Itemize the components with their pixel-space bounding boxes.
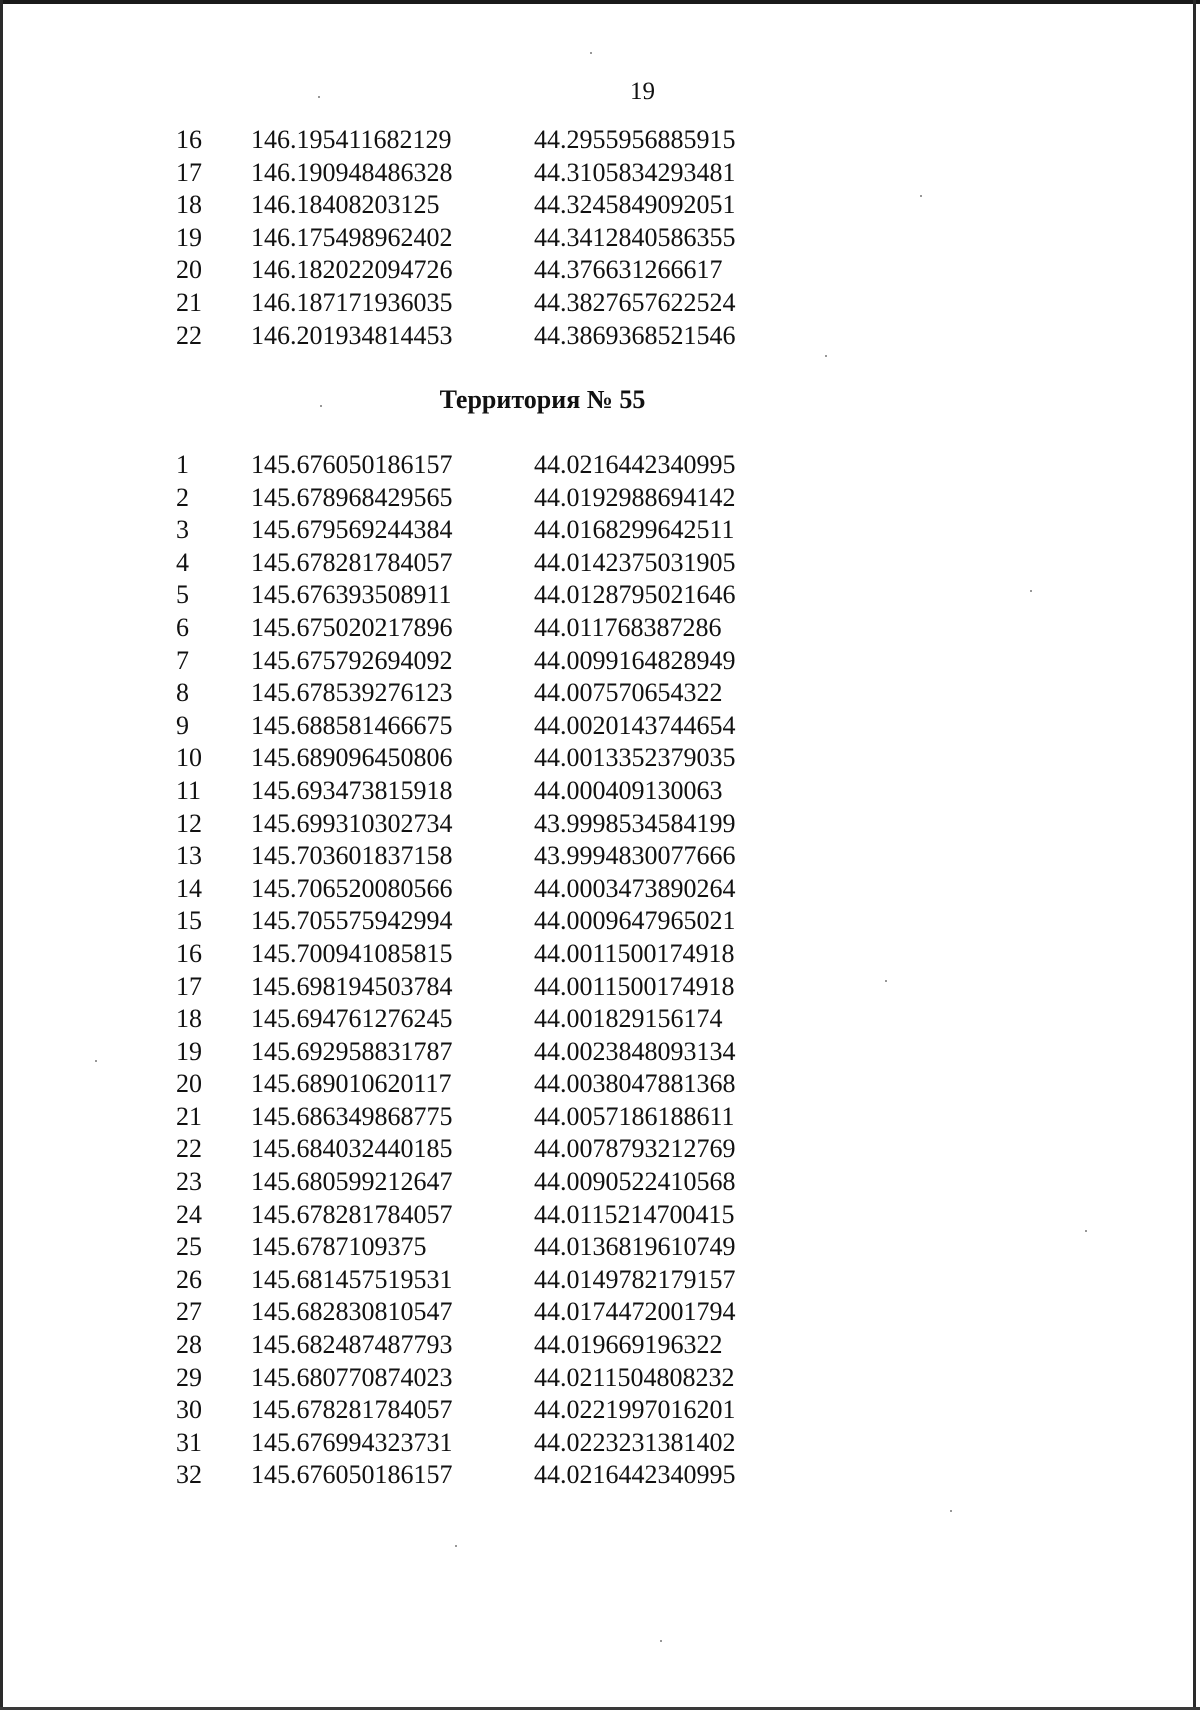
longitude-value: 145.700941085815: [251, 938, 453, 968]
page-number: 19: [630, 78, 655, 105]
latitude-value: 44.0142375031905: [534, 547, 736, 577]
longitude-value: 145.675020217896: [251, 612, 453, 642]
longitude-value: 145.676050186157: [251, 450, 453, 479]
scan-speck: [1030, 590, 1032, 592]
point-number: 18: [176, 1004, 202, 1034]
longitude-value: 145.676050186157: [251, 1460, 453, 1490]
table-row: [0, 320, 1200, 353]
latitude-value: 44.0216442340995: [534, 450, 736, 479]
latitude-value: 44.0168299642511: [534, 515, 735, 545]
latitude-value: 44.007570654322: [534, 678, 723, 708]
point-number: 12: [176, 808, 202, 838]
point-number: 8: [176, 678, 189, 708]
table-row: [0, 677, 1200, 710]
latitude-value: 44.2955956885915: [534, 125, 736, 154]
table-row: [0, 1427, 1200, 1460]
point-number: 29: [176, 1362, 202, 1392]
longitude-value: 145.682487487793: [251, 1330, 453, 1360]
table-row: [0, 1459, 1200, 1492]
scan-speck: [950, 1510, 952, 1512]
latitude-value: 44.0149782179157: [534, 1264, 736, 1294]
point-number: 10: [176, 743, 202, 773]
table-row: [0, 1166, 1200, 1199]
point-number: 31: [176, 1427, 202, 1457]
table-row: [0, 189, 1200, 222]
longitude-value: 145.694761276245: [251, 1004, 453, 1034]
point-number: 19: [176, 1036, 202, 1066]
table-row: [0, 1068, 1200, 1101]
latitude-value: 44.0038047881368: [534, 1069, 736, 1099]
point-number: 16: [176, 125, 202, 154]
longitude-value: 145.706520080566: [251, 873, 453, 903]
table-row: [0, 1362, 1200, 1395]
latitude-value: 44.3105834293481: [534, 157, 736, 187]
longitude-value: 146.201934814453: [251, 320, 453, 350]
table-row: [0, 1199, 1200, 1232]
latitude-value: 44.0115214700415: [534, 1199, 735, 1229]
longitude-value: 145.699310302734: [251, 808, 453, 838]
latitude-value: 44.0011500174918: [534, 971, 735, 1001]
table-row: [0, 287, 1200, 320]
scan-speck: [320, 405, 322, 407]
point-number: 1: [176, 450, 189, 479]
point-number: 15: [176, 906, 202, 936]
scan-speck: [920, 195, 922, 197]
table-row: [0, 840, 1200, 873]
longitude-value: 145.684032440185: [251, 1134, 453, 1164]
longitude-value: 145.676393508911: [251, 580, 452, 610]
latitude-value: 44.0011500174918: [534, 938, 735, 968]
point-number: 24: [176, 1199, 202, 1229]
latitude-value: 44.0216442340995: [534, 1460, 736, 1490]
point-number: 22: [176, 1134, 202, 1164]
coordinates-table-continued: [0, 124, 1200, 352]
table-row: [0, 547, 1200, 580]
latitude-value: 44.3869368521546: [534, 320, 736, 350]
table-row: [0, 612, 1200, 645]
point-number: 21: [176, 1101, 202, 1131]
table-row: [0, 808, 1200, 841]
longitude-value: 146.195411682129: [251, 125, 452, 154]
longitude-value: 145.703601837158: [251, 841, 453, 871]
point-number: 17: [176, 971, 202, 1001]
longitude-value: 146.182022094726: [251, 255, 453, 285]
latitude-value: 44.001829156174: [534, 1004, 723, 1034]
latitude-value: 44.376631266617: [534, 255, 723, 285]
latitude-value: 44.3827657622524: [534, 287, 736, 317]
table-row: [0, 1394, 1200, 1427]
table-row: [0, 482, 1200, 515]
longitude-value: 145.689096450806: [251, 743, 453, 773]
longitude-value: 145.693473815918: [251, 775, 453, 805]
point-number: 28: [176, 1330, 202, 1360]
table-row: [0, 1231, 1200, 1264]
table-row: [0, 938, 1200, 971]
longitude-value: 145.682830810547: [251, 1297, 453, 1327]
table-row: [0, 873, 1200, 906]
longitude-value: 145.678968429565: [251, 482, 453, 512]
point-number: 32: [176, 1460, 202, 1490]
point-number: 22: [176, 320, 202, 350]
longitude-value: 145.679569244384: [251, 515, 453, 545]
table-row: [0, 645, 1200, 678]
point-number: 16: [176, 938, 202, 968]
point-number: 19: [176, 222, 202, 252]
scan-speck: [885, 980, 887, 982]
latitude-value: 44.0090522410568: [534, 1167, 736, 1197]
coordinates-table-territory-55: [0, 449, 1200, 1492]
scan-speck: [590, 52, 592, 54]
longitude-value: 145.688581466675: [251, 710, 453, 740]
table-row: [0, 1036, 1200, 1069]
point-number: 9: [176, 710, 189, 740]
point-number: 27: [176, 1297, 202, 1327]
latitude-value: 44.0023848093134: [534, 1036, 736, 1066]
latitude-value: 44.0057186188611: [534, 1101, 735, 1131]
latitude-value: 44.011768387286: [534, 612, 722, 642]
point-number: 23: [176, 1167, 202, 1197]
longitude-value: 145.705575942994: [251, 906, 453, 936]
scan-border-top: [0, 0, 1200, 4]
table-row: [0, 579, 1200, 612]
table-row: [0, 775, 1200, 808]
table-row: [0, 449, 1200, 482]
scan-speck: [455, 1545, 457, 1547]
latitude-value: 43.9998534584199: [534, 808, 736, 838]
table-row: [0, 1296, 1200, 1329]
latitude-value: 44.3245849092051: [534, 190, 736, 220]
latitude-value: 44.0013352379035: [534, 743, 736, 773]
longitude-value: 145.698194503784: [251, 971, 453, 1001]
table-row: [0, 1003, 1200, 1036]
point-number: 5: [176, 580, 189, 610]
longitude-value: 145.675792694092: [251, 645, 453, 675]
point-number: 2: [176, 482, 189, 512]
point-number: 25: [176, 1232, 202, 1262]
table-row: [0, 514, 1200, 547]
longitude-value: 145.680770874023: [251, 1362, 453, 1392]
longitude-value: 145.689010620117: [251, 1069, 452, 1099]
table-row: [0, 222, 1200, 255]
latitude-value: 44.0078793212769: [534, 1134, 736, 1164]
longitude-value: 145.6787109375: [251, 1232, 427, 1262]
latitude-value: 44.0136819610749: [534, 1232, 736, 1262]
point-number: 3: [176, 515, 189, 545]
table-row: [0, 1101, 1200, 1134]
longitude-value: 145.692958831787: [251, 1036, 453, 1066]
point-number: 17: [176, 157, 202, 187]
table-row: [0, 710, 1200, 743]
point-number: 14: [176, 873, 202, 903]
territory-title: Территория № 55: [439, 385, 646, 414]
latitude-value: 44.0099164828949: [534, 645, 736, 675]
latitude-value: 44.0003473890264: [534, 873, 736, 903]
scan-speck: [825, 355, 827, 357]
longitude-value: 146.187171936035: [251, 287, 453, 317]
latitude-value: 44.3412840586355: [534, 222, 736, 252]
point-number: 21: [176, 287, 202, 317]
table-row: [0, 742, 1200, 775]
table-row: [0, 254, 1200, 287]
latitude-value: 44.0174472001794: [534, 1297, 736, 1327]
scan-speck: [1085, 1230, 1087, 1232]
point-number: 26: [176, 1264, 202, 1294]
longitude-value: 146.175498962402: [251, 222, 453, 252]
table-row: [0, 1264, 1200, 1297]
longitude-value: 145.681457519531: [251, 1264, 453, 1294]
point-number: 20: [176, 1069, 202, 1099]
longitude-value: 146.18408203125: [251, 190, 440, 220]
longitude-value: 145.678281784057: [251, 547, 453, 577]
scan-speck: [660, 1640, 662, 1642]
latitude-value: 44.019669196322: [534, 1330, 723, 1360]
latitude-value: 44.0020143744654: [534, 710, 736, 740]
latitude-value: 44.0223231381402: [534, 1427, 736, 1457]
latitude-value: 44.0192988694142: [534, 482, 736, 512]
point-number: 4: [176, 547, 189, 577]
table-row: [0, 971, 1200, 1004]
point-number: 13: [176, 841, 202, 871]
scan-speck: [318, 96, 320, 98]
longitude-value: 145.678539276123: [251, 678, 453, 708]
latitude-value: 43.9994830077666: [534, 841, 736, 871]
point-number: 18: [176, 190, 202, 220]
latitude-value: 44.0009647965021: [534, 906, 736, 936]
longitude-value: 145.686349868775: [251, 1101, 453, 1131]
table-row: [0, 157, 1200, 190]
point-number: 30: [176, 1395, 202, 1425]
latitude-value: 44.0221997016201: [534, 1395, 736, 1425]
table-row: [0, 1133, 1200, 1166]
point-number: 11: [176, 775, 202, 805]
table-row: [0, 124, 1200, 157]
longitude-value: 145.678281784057: [251, 1199, 453, 1229]
latitude-value: 44.0128795021646: [534, 580, 736, 610]
latitude-value: 44.0211504808232: [534, 1362, 735, 1392]
longitude-value: 146.190948486328: [251, 157, 453, 187]
point-number: 6: [176, 612, 189, 642]
scan-speck: [95, 1060, 97, 1062]
longitude-value: 145.676994323731: [251, 1427, 453, 1457]
table-row: [0, 905, 1200, 938]
longitude-value: 145.680599212647: [251, 1167, 453, 1197]
point-number: 7: [176, 645, 189, 675]
longitude-value: 145.678281784057: [251, 1395, 453, 1425]
point-number: 20: [176, 255, 202, 285]
table-row: [0, 1329, 1200, 1362]
latitude-value: 44.000409130063: [534, 775, 723, 805]
